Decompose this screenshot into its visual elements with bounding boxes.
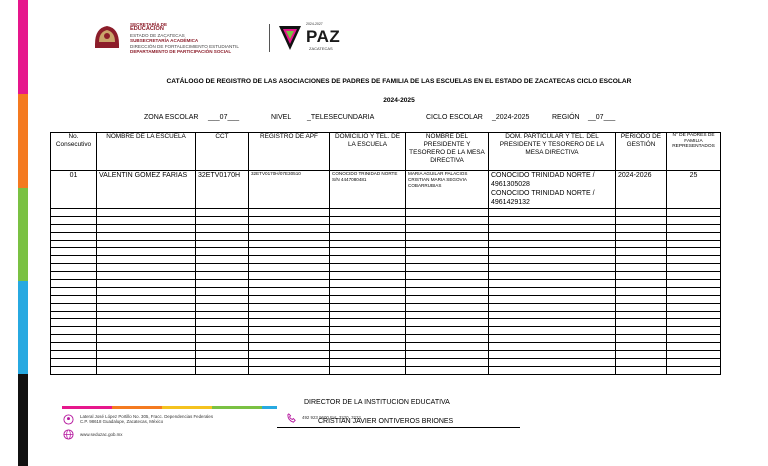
signature-name: CRISTIAN JAVIER ONTIVEROS BRIONES [318, 418, 454, 425]
empty-cell [249, 319, 330, 327]
empty-cell [51, 319, 97, 327]
table-row [51, 343, 721, 351]
empty-cell [249, 224, 330, 232]
empty-cell [51, 264, 97, 272]
empty-cell [616, 335, 667, 343]
empty-cell [667, 319, 721, 327]
empty-cell [406, 311, 489, 319]
table-row [51, 327, 721, 335]
empty-cell [489, 287, 616, 295]
empty-cell [489, 358, 616, 366]
signature-title: DIRECTOR DE LA INSTITUCION EDUCATIVA [304, 399, 450, 406]
empty-cell [330, 240, 406, 248]
registry-table [50, 132, 721, 375]
empty-cell [97, 303, 196, 311]
empty-cell [489, 343, 616, 351]
region-value: __07___ [588, 114, 616, 121]
empty-cell [330, 209, 406, 217]
header-school: NOMBRE DE LA ESCUELA [97, 133, 196, 171]
empty-cell [667, 248, 721, 256]
empty-cell [51, 358, 97, 366]
edu-line-2: EDUCACIÓN [130, 26, 164, 33]
empty-cell [97, 280, 196, 288]
empty-cell [97, 248, 196, 256]
empty-cell [330, 232, 406, 240]
empty-cell [489, 240, 616, 248]
empty-cell [51, 327, 97, 335]
table-row [51, 295, 721, 303]
empty-cell [616, 240, 667, 248]
empty-cell [489, 311, 616, 319]
empty-cell [97, 232, 196, 240]
empty-cell [667, 311, 721, 319]
empty-cell [196, 358, 249, 366]
edu-line-5: DIRECCIÓN DE FORTALECIMIENTO ESTUDIANTIL [130, 43, 239, 49]
table-row [51, 248, 721, 256]
empty-cell [406, 264, 489, 272]
zacatecas-seal-icon [92, 22, 122, 52]
empty-cell [196, 280, 249, 288]
header-periodo: PERIODO DE GESTIÓN [616, 133, 667, 171]
table-row [51, 171, 721, 209]
empty-cell [196, 232, 249, 240]
empty-cell [489, 280, 616, 288]
empty-cell [667, 232, 721, 240]
table-row [51, 351, 721, 359]
empty-cell [97, 240, 196, 248]
empty-cell [489, 327, 616, 335]
empty-cell [196, 248, 249, 256]
table-row [51, 272, 721, 280]
empty-cell [330, 287, 406, 295]
dom-presidente: CONOCIDO TRINIDAD NORTE / 4961305028 [491, 172, 595, 188]
empty-cell [97, 351, 196, 359]
empty-cell [616, 327, 667, 335]
footer-address-2: C.P. 98618 Guadalupe, Zacatecas, México [80, 419, 164, 425]
empty-cell [406, 240, 489, 248]
header-presidente: NOMBRE DEL PRESIDENTE Y TESORERO DE LA MESA DIRECTIVA [406, 133, 489, 171]
color-strip-orange [18, 94, 28, 188]
empty-cell [249, 295, 330, 303]
empty-cell [196, 351, 249, 359]
empty-cell [330, 256, 406, 264]
empty-cell [97, 264, 196, 272]
empty-cell [249, 351, 330, 359]
empty-cell [616, 256, 667, 264]
empty-cell [196, 240, 249, 248]
empty-cell [249, 358, 330, 366]
empty-cell [330, 216, 406, 224]
cell-domicilio: CONOCIDO TRINIDAD NORTE S/N 4447080481 [330, 171, 406, 209]
table-row [51, 209, 721, 217]
empty-cell [667, 264, 721, 272]
empty-cell [97, 272, 196, 280]
empty-cell [97, 209, 196, 217]
region-label: REGIÓN [552, 114, 580, 121]
cell-padres: 25 [667, 171, 721, 209]
header-cct: CCT [196, 133, 249, 171]
color-strip-pink [18, 0, 28, 94]
empty-cell [406, 232, 489, 240]
table-row [51, 358, 721, 366]
empty-cell [616, 311, 667, 319]
empty-cell [667, 280, 721, 288]
empty-cell [51, 256, 97, 264]
empty-cell [249, 216, 330, 224]
empty-cell [196, 287, 249, 295]
empty-cell [196, 303, 249, 311]
empty-cell [667, 224, 721, 232]
footer-address [80, 414, 213, 424]
empty-cell [249, 232, 330, 240]
logo-divider [269, 24, 270, 52]
empty-cell [196, 319, 249, 327]
empty-cell [196, 256, 249, 264]
empty-cell [406, 343, 489, 351]
empty-cell [406, 209, 489, 217]
footer-bar-blue [262, 406, 277, 409]
empty-cell [330, 327, 406, 335]
empty-cell [97, 335, 196, 343]
table-row [51, 366, 721, 374]
empty-cell [489, 319, 616, 327]
header-dom-particular: DOM. PARTICULAR Y TEL. DEL PRESIDENTE Y TESORERO DE LA MESA DIRECTIVA [489, 133, 616, 171]
empty-cell [97, 295, 196, 303]
empty-cell [51, 232, 97, 240]
color-strip-blue [18, 281, 28, 374]
cell-cct: 32ETV0170H [196, 171, 249, 209]
empty-cell [97, 358, 196, 366]
empty-cell [406, 295, 489, 303]
empty-cell [330, 248, 406, 256]
empty-cell [616, 343, 667, 351]
table-row [51, 287, 721, 295]
empty-cell [97, 319, 196, 327]
empty-cell [406, 287, 489, 295]
empty-cell [249, 311, 330, 319]
cell-dom-particular [489, 171, 616, 209]
table-row [51, 335, 721, 343]
empty-cell [330, 303, 406, 311]
empty-cell [51, 311, 97, 319]
location-pin-icon [63, 414, 74, 425]
empty-cell [330, 311, 406, 319]
empty-cell [616, 216, 667, 224]
table-row [51, 303, 721, 311]
header-domicilio: DOMICILIO Y TEL. DE LA ESCUELA [330, 133, 406, 171]
empty-cell [667, 358, 721, 366]
empty-cell [196, 327, 249, 335]
empty-cell [489, 335, 616, 343]
empty-cell [51, 295, 97, 303]
cell-num: 01 [51, 171, 97, 209]
cell-registro: 32ETV0170H/07E30510 [249, 171, 330, 209]
empty-cell [406, 366, 489, 374]
nivel-label: NIVEL [271, 114, 292, 121]
document-year: 2024-2025 [383, 97, 415, 104]
empty-cell [249, 240, 330, 248]
empty-cell [97, 327, 196, 335]
empty-cell [616, 295, 667, 303]
empty-cell [97, 216, 196, 224]
empty-cell [196, 264, 249, 272]
empty-cell [249, 272, 330, 280]
empty-cell [249, 209, 330, 217]
paz-word: PAZ [306, 27, 341, 46]
empty-cell [489, 272, 616, 280]
empty-cell [616, 280, 667, 288]
footer-bar-green [212, 406, 262, 409]
empty-cell [667, 366, 721, 374]
empty-cell [51, 351, 97, 359]
empty-cell [489, 232, 616, 240]
ciclo-value: _2024-2025 [492, 114, 530, 121]
empty-cell [489, 224, 616, 232]
cell-periodo: 2024-2026 [616, 171, 667, 209]
empty-cell [97, 343, 196, 351]
empty-cell [489, 209, 616, 217]
footer-address-1: Lateral José López Portillo No. 305, Fracc. Dependencias Federales [80, 414, 214, 419]
empty-cell [51, 272, 97, 280]
empty-cell [406, 351, 489, 359]
empty-cell [196, 366, 249, 374]
empty-cell [616, 366, 667, 374]
header-padres: N° DE PADRES DE FAMILIA REPRESENTADOS [667, 133, 721, 171]
empty-cell [667, 209, 721, 217]
empty-cell [667, 335, 721, 343]
empty-cell [489, 264, 616, 272]
color-strip-green [18, 188, 28, 281]
empty-cell [616, 248, 667, 256]
dom-tesorero: CONOCIDO TRINIDAD NORTE / 4961429132 [491, 190, 595, 206]
empty-cell [196, 272, 249, 280]
empty-cell [406, 358, 489, 366]
empty-cell [667, 351, 721, 359]
empty-cell [667, 256, 721, 264]
empty-cell [667, 287, 721, 295]
edu-line-3: ESTADO DE ZACATECAS [130, 32, 185, 38]
empty-cell [406, 280, 489, 288]
globe-icon [63, 429, 74, 440]
empty-cell [97, 256, 196, 264]
empty-cell [249, 256, 330, 264]
empty-cell [406, 272, 489, 280]
empty-cell [667, 327, 721, 335]
empty-cell [97, 224, 196, 232]
cell-presidente-tesorero [406, 171, 489, 209]
edu-line-6: DEPARTAMENTO DE PARTICIPACIÓN SOCIAL [130, 49, 232, 55]
empty-cell [249, 366, 330, 374]
empty-cell [196, 224, 249, 232]
empty-cell [249, 327, 330, 335]
table-row [51, 264, 721, 272]
edu-line-4: SUBSECRETARÍA ACADÉMICA [130, 38, 199, 44]
paz-logo [276, 22, 346, 54]
empty-cell [97, 366, 196, 374]
empty-cell [249, 343, 330, 351]
table-row [51, 232, 721, 240]
tesorero-name: CRISTIAN MARIA SEGOVIA COBARRUBIAS [408, 177, 467, 188]
empty-cell [616, 303, 667, 311]
empty-cell [249, 335, 330, 343]
empty-cell [406, 216, 489, 224]
table-row [51, 319, 721, 327]
zona-label: ZONA ESCOLAR [144, 114, 199, 121]
empty-cell [406, 319, 489, 327]
empty-cell [667, 240, 721, 248]
presidente-name: MARIA AGUILAR PALACIOS [408, 171, 468, 176]
phone-icon [286, 413, 297, 424]
empty-cell [616, 351, 667, 359]
empty-cell [330, 366, 406, 374]
empty-cell [406, 327, 489, 335]
footer-bar-orange [112, 406, 162, 409]
empty-cell [406, 248, 489, 256]
footer-bar-pink [62, 406, 112, 409]
empty-cell [249, 264, 330, 272]
empty-cell [667, 216, 721, 224]
empty-cell [51, 224, 97, 232]
empty-cell [196, 311, 249, 319]
empty-cell [616, 272, 667, 280]
empty-cell [51, 343, 97, 351]
empty-cell [249, 280, 330, 288]
empty-cell [489, 216, 616, 224]
empty-cell [196, 335, 249, 343]
table-row [51, 240, 721, 248]
empty-cell [196, 216, 249, 224]
empty-cell [51, 287, 97, 295]
empty-cell [406, 335, 489, 343]
table-row [51, 256, 721, 264]
paz-emblem-icon [276, 23, 304, 53]
empty-cell [196, 209, 249, 217]
header-no: No. Consecutivo [51, 133, 97, 171]
table-row [51, 280, 721, 288]
empty-cell [97, 287, 196, 295]
empty-cell [51, 366, 97, 374]
empty-cell [51, 280, 97, 288]
empty-cell [330, 272, 406, 280]
empty-cell [51, 240, 97, 248]
zona-value: ___07___ [208, 114, 240, 121]
empty-cell [616, 224, 667, 232]
nivel-value: _TELESECUNDARIA [307, 114, 375, 121]
empty-cell [330, 343, 406, 351]
empty-cell [489, 366, 616, 374]
empty-cell [51, 303, 97, 311]
empty-cell [489, 303, 616, 311]
empty-cell [489, 295, 616, 303]
secretaria-educacion-text [130, 22, 270, 54]
empty-cell [667, 303, 721, 311]
table-row [51, 311, 721, 319]
empty-cell [330, 351, 406, 359]
ciclo-label: CICLO ESCOLAR [426, 114, 483, 121]
empty-cell [249, 287, 330, 295]
empty-cell [616, 358, 667, 366]
document-title: CATÁLOGO DE REGISTRO DE LAS ASOCIACIONES DE PADRES DE FAMILIA DE LAS ESCUELAS EN EL ESTADO DE ZACATECAS CICLO ESCOLAR [166, 78, 632, 85]
paz-sub-text: ZACATECAS [309, 46, 333, 51]
footer-phone: 492 923 9600 Ext. 3220, 3222 [302, 415, 361, 420]
empty-cell [330, 224, 406, 232]
empty-cell [616, 264, 667, 272]
empty-cell [330, 264, 406, 272]
empty-cell [667, 295, 721, 303]
table-header-row [51, 133, 721, 171]
paz-top-text: 2024-2027 [306, 22, 323, 26]
empty-cell [667, 343, 721, 351]
empty-cell [489, 256, 616, 264]
empty-cell [330, 358, 406, 366]
empty-cell [196, 295, 249, 303]
empty-cell [97, 311, 196, 319]
empty-cell [330, 319, 406, 327]
header-registro: REGISTRO DE APF [249, 133, 330, 171]
empty-cell [616, 287, 667, 295]
empty-cell [51, 216, 97, 224]
empty-cell [489, 351, 616, 359]
empty-cell [330, 335, 406, 343]
empty-cell [196, 343, 249, 351]
empty-cell [406, 256, 489, 264]
edu-line-1: SECRETARÍA DE [130, 22, 168, 27]
footer-bar-yellow [162, 406, 212, 409]
empty-cell [489, 248, 616, 256]
table-row [51, 224, 721, 232]
empty-cell [51, 248, 97, 256]
empty-cell [406, 303, 489, 311]
empty-cell [249, 303, 330, 311]
cell-school: VALENTIN GOMEZ FARIAS [97, 171, 196, 209]
color-strip [18, 0, 28, 466]
table-row [51, 216, 721, 224]
footer-website: www.seduzac.gob.mx [80, 432, 123, 437]
empty-cell [616, 209, 667, 217]
empty-cell [406, 224, 489, 232]
signature-line [277, 427, 520, 428]
empty-cell [616, 319, 667, 327]
empty-cell [616, 232, 667, 240]
empty-cell [249, 248, 330, 256]
color-strip-black [18, 374, 28, 466]
empty-cell [667, 272, 721, 280]
empty-cell [330, 280, 406, 288]
empty-cell [51, 209, 97, 217]
empty-cell [51, 335, 97, 343]
empty-cell [330, 295, 406, 303]
